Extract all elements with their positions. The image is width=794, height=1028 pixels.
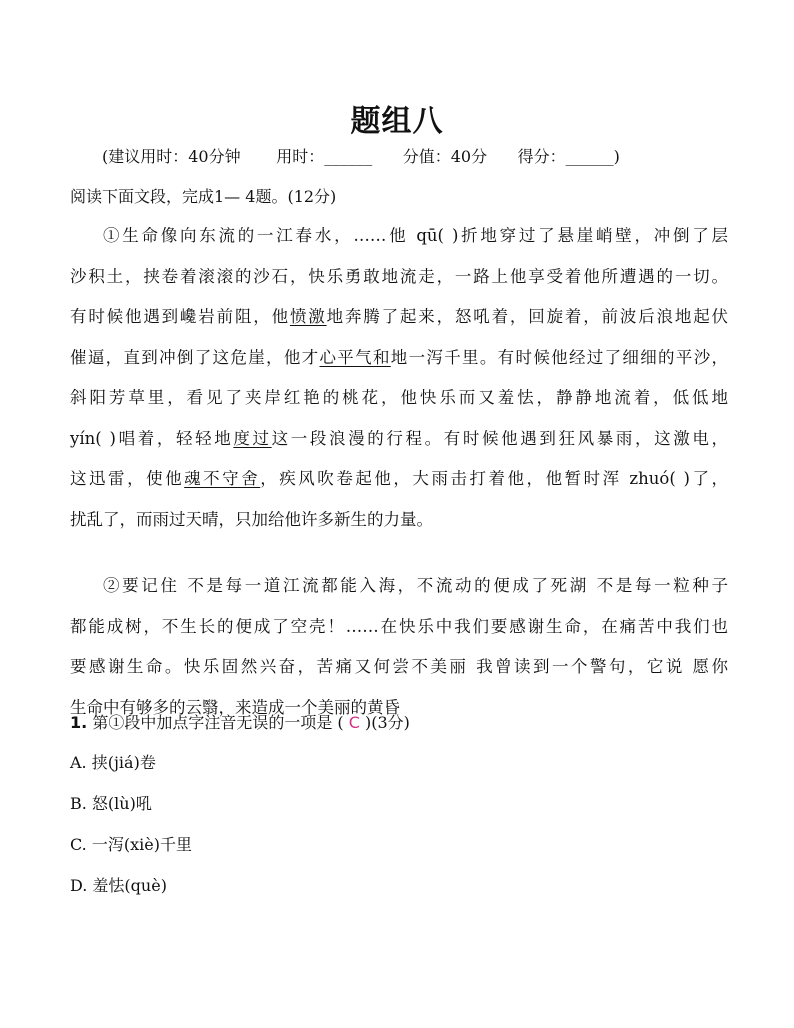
paragraph-line: 扰乱了，而雨过天晴，只加给他许多新生的力量。 xyxy=(70,509,433,529)
obtained-score: 得分：______) xyxy=(517,147,620,166)
text-segment: 地一泻千里。有时候他经过了细细的平沙， xyxy=(390,347,729,367)
passage-paragraph-2 xyxy=(70,566,728,728)
paragraph-line xyxy=(70,459,728,500)
used-time: 用时：______ xyxy=(276,147,373,166)
paragraph-line xyxy=(70,419,728,460)
paragraph-line xyxy=(70,297,728,338)
underlined-word: 度过 xyxy=(233,428,272,448)
reading-instruction: 阅读下面文段，完成1— 4题。(12分) xyxy=(70,187,337,206)
exercise-meta xyxy=(102,144,620,167)
paragraph-line: ①生命像向东流的一江春水，……他 qū( )折地穿过了悬崖峭壁，冲倒了层 xyxy=(103,226,728,245)
underlined-word: 魂不守舍 xyxy=(184,469,261,488)
text-segment: 地奔腾了起来，怒吼着，回旋着，前波后浪地起伏 xyxy=(326,307,729,326)
paragraph-line: 要感谢生命。快乐固然兴奋，苦痛又何尝不美丽 我曾读到一个警句，它说 愿你 xyxy=(70,657,728,676)
text-segment: 这迅雷，使他 xyxy=(70,469,185,488)
option-b: B. 怒(lù)吼 xyxy=(70,794,152,813)
question-number: 1. xyxy=(70,713,88,732)
option-c: C. 一泻(xiè)千里 xyxy=(70,835,192,854)
question-1 xyxy=(70,710,410,733)
score-value: 分值：40分 xyxy=(402,147,488,166)
paragraph-line: ②要记住 不是每一道江流都能入海，不流动的便成了死湖 不是每一粒种子 xyxy=(103,576,728,595)
option-d: D. 羞怯(què) xyxy=(70,876,167,895)
paragraph-line: 斜阳芳草里，看见了夹岸红艳的桃花，他快乐而又羞怯，静静地流着，低低地 xyxy=(70,388,728,407)
paragraph-line: 都能成树，不生长的便成了空壳！……在快乐中我们要感谢生命，在痛苦中我们也 xyxy=(70,616,728,636)
paragraph-line xyxy=(70,338,728,379)
text-segment: 有时候他遇到巉岩前阻，他 xyxy=(70,307,290,326)
text-segment: ，疾风吹卷起他，大雨击打着他，他暂时浑 zhuó( )了， xyxy=(260,469,729,488)
option-a: A. 挟(jiá)卷 xyxy=(70,753,156,772)
paragraph-line: 生命中有够多的云翳，来造成一个美丽的黄昏 xyxy=(70,697,400,717)
answer-letter: C xyxy=(348,713,360,732)
passage-paragraph-1 xyxy=(70,216,728,540)
page-title: 题组八 xyxy=(350,104,444,139)
paragraph-line: 沙积土，挟卷着滚滚的沙石，快乐勇敢地流走，一路上他享受着他所遭遇的一切。 xyxy=(70,266,728,286)
underlined-word: 心平气和 xyxy=(319,347,391,367)
question-suffix: )(3分) xyxy=(359,713,410,732)
question-text: 第①段中加点字注音无误的一项是 ( xyxy=(92,713,349,732)
text-segment: 催逼，直到冲倒了这危崖，他才 xyxy=(70,347,320,367)
text-segment: 这一段浪漫的行程。有时候他遇到狂风暴雨，这激电， xyxy=(271,428,729,448)
text-segment: yín( )唱着，轻轻地 xyxy=(70,428,234,448)
underlined-word: 愤激 xyxy=(289,307,327,326)
suggested-time: (建议用时：40分钟 xyxy=(102,147,241,166)
